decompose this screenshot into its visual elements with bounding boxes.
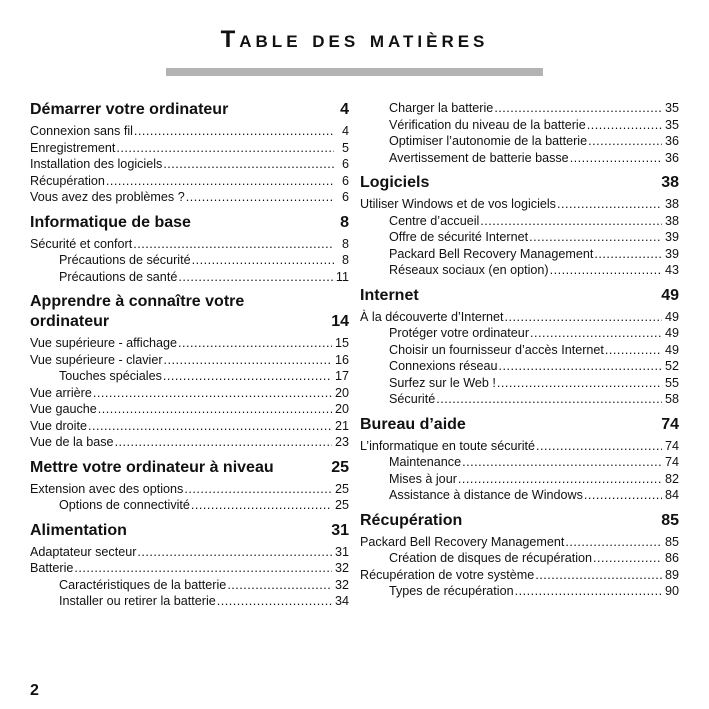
entry-page: 20 <box>334 385 349 400</box>
entry-page: 38 <box>664 197 679 211</box>
section-title: Bureau d’aide <box>360 415 466 433</box>
entry-page: 25 <box>334 498 349 512</box>
toc-entry[interactable] <box>30 140 349 157</box>
entry-page: 55 <box>664 375 679 390</box>
section-page: 8 <box>340 213 349 231</box>
dot-leader <box>480 213 662 230</box>
toc-entry[interactable] <box>360 534 679 551</box>
dot-leader <box>164 352 332 369</box>
dot-leader <box>565 534 662 551</box>
section-title: Récupération <box>360 511 463 529</box>
toc-subentry[interactable] <box>360 487 679 504</box>
entry-title: Précautions de santé <box>59 269 178 284</box>
entry-title: Optimiser l’autonomie de la batterie <box>389 134 588 148</box>
entry-page: 52 <box>664 359 679 373</box>
entry-page: 74 <box>664 438 679 453</box>
entry-page: 89 <box>664 567 679 582</box>
entry-page: 49 <box>664 309 679 324</box>
entry-title: Récupération <box>30 173 105 188</box>
toc-entry[interactable] <box>30 156 349 173</box>
dot-leader <box>178 269 333 286</box>
entry-title: Vérification du niveau de la batterie <box>389 117 586 132</box>
dot-leader <box>134 123 334 140</box>
entry-title: Centre d’accueil <box>389 213 480 228</box>
entry-title: Installation des logiciels <box>30 157 163 171</box>
toc-entry[interactable] <box>30 335 349 352</box>
entry-page: 35 <box>664 117 679 132</box>
toc-section-heading[interactable] <box>360 415 679 435</box>
entry-page: 38 <box>664 213 679 228</box>
toc-entry[interactable] <box>30 173 349 190</box>
toc-section-heading[interactable] <box>30 100 349 120</box>
entry-title: Vue arrière <box>30 385 92 400</box>
section-page: 31 <box>331 521 349 539</box>
dot-leader <box>115 434 332 451</box>
entry-page: 84 <box>664 488 679 502</box>
toc-entry[interactable] <box>30 560 349 577</box>
entry-title: Options de connectivité <box>59 498 190 512</box>
entry-title: Types de récupération <box>389 584 514 598</box>
toc-section <box>30 292 349 451</box>
dot-leader <box>593 550 662 567</box>
dot-leader <box>535 567 662 584</box>
toc-section <box>30 100 349 206</box>
entry-page: 58 <box>664 392 679 406</box>
toc-section-heading[interactable] <box>360 511 679 531</box>
dot-leader <box>462 454 662 471</box>
section-page: 38 <box>661 174 679 191</box>
toc-subentry[interactable] <box>360 583 679 600</box>
dot-leader <box>584 487 662 504</box>
dot-leader <box>93 385 332 402</box>
toc-subentry[interactable] <box>30 269 349 286</box>
dot-leader <box>497 375 662 392</box>
dot-leader <box>116 140 334 157</box>
entry-page: 36 <box>664 150 679 165</box>
toc-section-heading[interactable] <box>30 213 349 233</box>
entry-page: 31 <box>334 544 349 559</box>
dot-leader <box>436 391 662 408</box>
entry-title: À la découverte d’Internet <box>360 309 504 324</box>
toc-subentry[interactable] <box>360 150 679 167</box>
dot-leader <box>163 368 332 385</box>
entry-title: Offre de sécurité Internet <box>389 230 529 244</box>
entry-title: Avertissement de batterie basse <box>389 150 569 165</box>
entry-page: 4 <box>341 124 349 138</box>
entry-page: 8 <box>341 236 349 251</box>
section-page: 14 <box>331 313 349 330</box>
toc-section-heading[interactable] <box>360 286 679 306</box>
entry-page: 21 <box>334 418 349 433</box>
entry-title: Choisir un fournisseur d’accès Internet <box>389 342 604 357</box>
dot-leader <box>163 156 334 173</box>
section-page: 4 <box>340 101 349 118</box>
entry-title: Vous avez des problèmes ? <box>30 190 185 204</box>
entry-title: Vue droite <box>30 418 87 433</box>
section-title: Logiciels <box>360 174 430 191</box>
toc-entry[interactable] <box>30 434 349 451</box>
entry-title: Vue supérieure - clavier <box>30 352 163 367</box>
toc-subentry[interactable] <box>360 117 679 134</box>
entry-title: Vue de la base <box>30 435 114 449</box>
toc-entry[interactable] <box>30 544 349 561</box>
entry-page: 23 <box>334 435 349 449</box>
toc-left-column <box>30 100 349 617</box>
entry-page: 11 <box>335 269 349 284</box>
entry-page: 36 <box>664 134 679 148</box>
entry-page: 16 <box>334 352 349 367</box>
entry-title: Charger la batterie <box>389 101 494 115</box>
entry-title: Batterie <box>30 561 74 575</box>
toc-subentry[interactable] <box>360 375 679 392</box>
dot-leader <box>137 544 332 561</box>
dot-leader <box>133 236 334 253</box>
toc-subentry[interactable] <box>30 577 349 594</box>
toc-subentry[interactable] <box>360 229 679 246</box>
toc-subentry[interactable] <box>30 252 349 269</box>
toc-section <box>360 286 679 408</box>
section-title: Alimentation <box>30 521 127 539</box>
entry-title: Packard Bell Recovery Management <box>389 246 594 261</box>
toc-continued-entries <box>360 100 679 166</box>
entry-title: Adaptateur secteur <box>30 544 137 559</box>
page-number: 2 <box>30 682 39 699</box>
entry-page: 39 <box>664 230 679 244</box>
entry-page: 49 <box>664 326 679 340</box>
dot-leader <box>192 252 334 269</box>
entry-title: Connexion sans fil <box>30 124 133 138</box>
entry-page: 86 <box>664 551 679 565</box>
entry-title: Sécurité <box>389 392 436 406</box>
dot-leader <box>184 481 332 498</box>
dot-leader <box>550 262 662 279</box>
entry-title: Utiliser Windows et de vos logiciels <box>360 197 556 211</box>
toc-section <box>30 213 349 286</box>
entry-page: 6 <box>341 190 349 204</box>
entry-title: Vue supérieure - affichage <box>30 336 178 350</box>
toc-entry[interactable] <box>30 236 349 253</box>
entry-page: 49 <box>664 342 679 357</box>
entry-title: Caractéristiques de la batterie <box>59 577 227 592</box>
toc-subentry[interactable] <box>360 325 679 342</box>
dot-leader <box>530 325 662 342</box>
page-title: Table des matières <box>220 26 489 53</box>
toc-entry[interactable] <box>30 189 349 206</box>
entry-title: Packard Bell Recovery Management <box>360 534 565 549</box>
toc-entry[interactable] <box>30 352 349 369</box>
dot-leader <box>106 173 334 190</box>
section-page: 74 <box>661 415 679 433</box>
toc-subentry[interactable] <box>360 454 679 471</box>
entry-page: 39 <box>664 246 679 261</box>
entry-title: Création de disques de récupération <box>389 551 593 565</box>
entry-page: 5 <box>341 140 349 155</box>
dot-leader <box>587 117 662 134</box>
entry-page: 82 <box>664 471 679 486</box>
entry-page: 34 <box>334 594 349 608</box>
dot-leader <box>570 150 662 167</box>
toc-right-column <box>360 100 679 607</box>
entry-title: Surfez sur le Web ! <box>389 375 496 390</box>
toc-subentry[interactable] <box>360 246 679 263</box>
dot-leader <box>178 335 332 352</box>
toc-section <box>30 458 349 514</box>
entry-title: Maintenance <box>389 455 462 469</box>
toc-subentry[interactable] <box>360 550 679 567</box>
section-title: Démarrer votre ordinateur <box>30 101 229 118</box>
entry-page: 90 <box>664 584 679 598</box>
toc-entry[interactable] <box>30 418 349 435</box>
dot-leader <box>588 133 662 150</box>
dot-leader <box>98 401 332 418</box>
toc-subentry[interactable] <box>360 213 679 230</box>
toc-section <box>360 511 679 600</box>
entry-title: Mises à jour <box>389 471 457 486</box>
entry-title: Récupération de votre système <box>360 567 535 582</box>
toc-section-heading[interactable] <box>360 173 679 193</box>
section-page: 85 <box>661 511 679 529</box>
title-underline-bar <box>166 68 543 76</box>
entry-page: 6 <box>341 157 349 171</box>
dot-leader <box>594 246 662 263</box>
toc-entry[interactable] <box>360 309 679 326</box>
entry-title: Enregistrement <box>30 140 116 155</box>
entry-page: 17 <box>334 369 349 383</box>
dot-leader <box>74 560 332 577</box>
toc-section <box>30 521 349 610</box>
dot-leader <box>186 189 334 206</box>
entry-page: 6 <box>341 173 349 188</box>
section-page: 49 <box>661 286 679 304</box>
entry-page: 74 <box>664 455 679 469</box>
entry-page: 20 <box>334 402 349 416</box>
entry-page: 25 <box>334 481 349 496</box>
dot-leader <box>494 100 662 117</box>
entry-title: Vue gauche <box>30 402 97 416</box>
toc-entry[interactable] <box>30 401 349 418</box>
dot-leader <box>529 229 662 246</box>
toc-subentry[interactable] <box>360 100 679 117</box>
entry-title: Connexions réseau <box>389 359 498 373</box>
entry-title: Installer ou retirer la batterie <box>59 594 216 608</box>
dot-leader <box>536 438 662 455</box>
dot-leader <box>605 342 662 359</box>
toc-subentry[interactable] <box>360 391 679 408</box>
toc-section <box>360 173 679 279</box>
toc-entry[interactable] <box>30 385 349 402</box>
toc-section-heading[interactable] <box>30 521 349 541</box>
section-title: Mettre votre ordinateur à niveau <box>30 458 274 476</box>
entry-title: Réseaux sociaux (en option) <box>389 263 549 277</box>
toc-entry[interactable] <box>360 567 679 584</box>
dot-leader <box>227 577 332 594</box>
entry-page: 43 <box>664 263 679 277</box>
entry-title: Touches spéciales <box>59 369 162 383</box>
dot-leader <box>505 309 662 326</box>
entry-title: Sécurité et confort <box>30 236 133 251</box>
dot-leader <box>217 593 332 610</box>
toc-entry[interactable] <box>30 123 349 140</box>
entry-title: L’informatique en toute sécurité <box>360 438 536 453</box>
entry-page: 32 <box>334 577 349 592</box>
toc-entry[interactable] <box>30 481 349 498</box>
dot-leader <box>557 196 662 213</box>
toc-subentry[interactable] <box>360 262 679 279</box>
toc-section <box>360 415 679 504</box>
toc-subentry[interactable] <box>30 497 349 514</box>
dot-leader <box>191 497 332 514</box>
entry-page: 35 <box>664 101 679 115</box>
entry-page: 85 <box>664 534 679 549</box>
dot-leader <box>515 583 662 600</box>
section-title: Informatique de base <box>30 213 191 231</box>
section-title: Apprendre à connaître votre ordinateur <box>30 293 245 330</box>
toc-entry[interactable] <box>360 196 679 213</box>
section-title: Internet <box>360 286 419 304</box>
entry-page: 8 <box>341 253 349 267</box>
toc-subentry[interactable] <box>30 593 349 610</box>
toc-entry[interactable] <box>360 438 679 455</box>
toc-section-heading[interactable] <box>30 458 349 478</box>
dot-leader <box>458 471 662 488</box>
dot-leader <box>499 358 662 375</box>
toc-subentry[interactable] <box>360 358 679 375</box>
entry-title: Précautions de sécurité <box>59 253 191 267</box>
entry-title: Extension avec des options <box>30 481 184 496</box>
toc-subentry[interactable] <box>30 368 349 385</box>
toc-subentry[interactable] <box>360 471 679 488</box>
toc-subentry[interactable] <box>360 342 679 359</box>
section-page: 25 <box>331 458 349 476</box>
toc-subentry[interactable] <box>360 133 679 150</box>
entry-page: 32 <box>334 561 349 575</box>
entry-page: 15 <box>334 336 349 350</box>
entry-title: Protéger votre ordinateur <box>389 326 530 340</box>
toc-section-heading[interactable] <box>30 292 349 332</box>
dot-leader <box>88 418 332 435</box>
entry-title: Assistance à distance de Windows <box>389 488 583 502</box>
